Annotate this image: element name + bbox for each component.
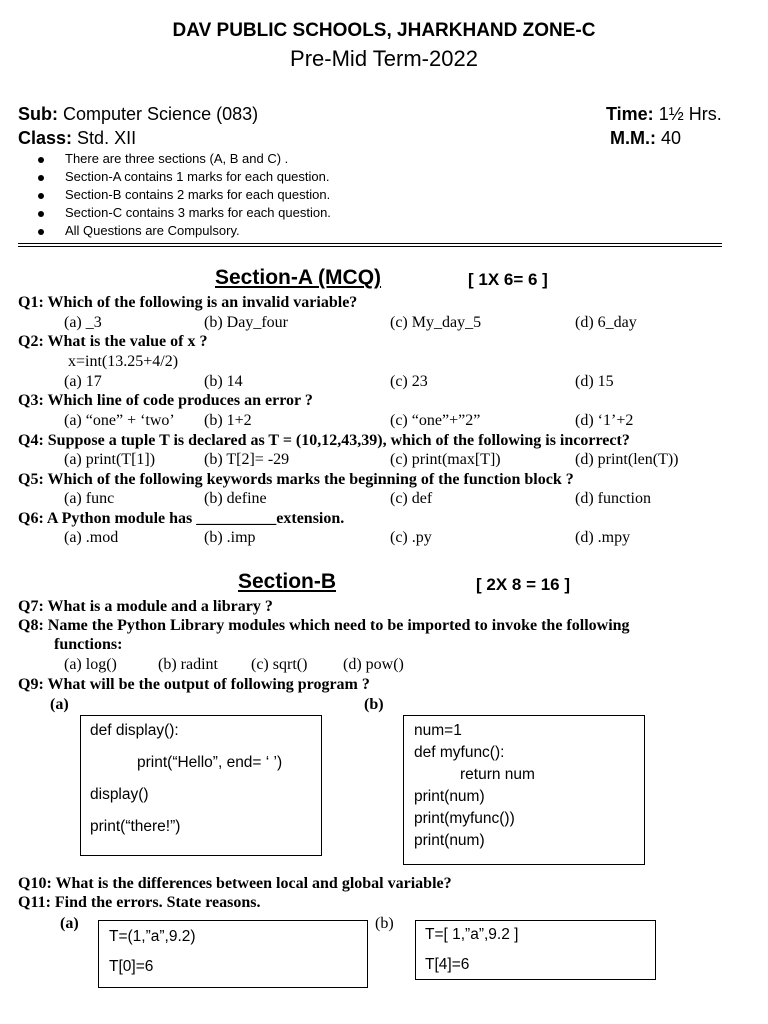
q4-option-a: (a) print(T[1]) — [64, 451, 156, 468]
time-line — [606, 104, 722, 125]
q2-code: x=int(13.25+4/2) — [68, 353, 179, 370]
code-line: print(“there!”) — [90, 818, 181, 835]
code-line: print(“Hello”, end= ‘ ’) — [137, 754, 283, 771]
subject-value: Computer Science (083) — [63, 104, 259, 124]
bullet-icon — [38, 211, 44, 217]
q4-option-d: (d) print(len(T)) — [575, 451, 679, 468]
q6-option-b: (b) .imp — [204, 529, 256, 546]
q4-option-c: (c) print(max[T]) — [390, 451, 501, 468]
question-9: Q9: What will be the output of following program ? — [18, 676, 370, 693]
question-6: Q6: A Python module has __________extension. — [18, 510, 345, 527]
bullet-icon — [38, 175, 44, 181]
header-divider — [18, 243, 722, 244]
q8-option-a: (a) log() — [64, 656, 117, 673]
q3-option-a: (a) “one” + ‘two’ — [64, 412, 175, 429]
q6-option-c: (c) .py — [390, 529, 432, 546]
code-line: T=[ 1,”a”,9.2 ] — [425, 926, 519, 943]
subject-line — [18, 104, 258, 125]
q5-option-a: (a) func — [64, 490, 115, 507]
class-line — [18, 128, 136, 149]
bullet-icon — [38, 229, 44, 235]
q5-option-b: (b) define — [204, 490, 267, 507]
question-10: Q10: What is the differences between local and global variable? — [18, 875, 452, 892]
school-name: DAV PUBLIC SCHOOLS, JHARKHAND ZONE-C — [172, 20, 596, 41]
question-8-continued: functions: — [54, 636, 123, 653]
time-value: 1½ Hrs. — [658, 104, 722, 124]
max-marks-line — [610, 128, 681, 149]
question-3: Q3: Which line of code produces an error ? — [18, 392, 313, 409]
time-label: Time: — [606, 104, 654, 124]
section-b-title: Section-B — [238, 570, 337, 593]
code-line: print(num) — [414, 788, 485, 805]
instruction-item: All Questions are Compulsory. — [65, 223, 240, 238]
bullet-icon — [38, 157, 44, 163]
bullet-icon — [38, 193, 44, 199]
q8-option-c: (c) sqrt() — [251, 656, 308, 673]
q2-option-b: (b) 14 — [204, 373, 243, 390]
question-1: Q1: Which of the following is an invalid variable? — [18, 294, 358, 311]
section-a-title: Section-A (MCQ) — [215, 266, 382, 289]
section-a-marks: [ 1X 6= 6 ] — [468, 270, 548, 289]
instruction-item: There are three sections (A, B and C) . — [65, 151, 289, 166]
q5-option-d: (d) function — [575, 490, 651, 507]
q2-option-a: (a) 17 — [64, 373, 102, 390]
code-line: display() — [90, 786, 149, 803]
q1-option-a: (a) _3 — [64, 314, 102, 331]
question-5: Q5: Which of the following keywords marks the beginning of the function block ? — [18, 471, 574, 488]
question-4: Q4: Suppose a tuple T is declared as T = (10,12,43,39), which of the following is incorrect? — [18, 432, 630, 449]
instruction-item: Section-A contains 1 marks for each question. — [65, 169, 330, 184]
header-divider — [18, 246, 722, 247]
q8-option-b: (b) radint — [158, 656, 218, 673]
code-line: return num — [460, 766, 535, 783]
question-11: Q11: Find the errors. State reasons. — [18, 894, 261, 911]
q3-option-d: (d) ‘1’+2 — [575, 412, 634, 429]
code-line: print(num) — [414, 832, 485, 849]
q5-option-c: (c) def — [390, 490, 433, 507]
question-2: Q2: What is the value of x ? — [18, 333, 208, 350]
q1-option-d: (d) 6_day — [575, 314, 637, 331]
code-line: def display(): — [90, 722, 179, 739]
section-b-marks: [ 2X 8 = 16 ] — [476, 575, 571, 594]
code-line: T[4]=6 — [425, 956, 470, 973]
q6-option-d: (d) .mpy — [575, 529, 631, 546]
class-label: Class: — [18, 128, 73, 148]
q3-option-c: (c) “one”+”2” — [390, 412, 481, 429]
q9-code-box-a — [80, 715, 322, 856]
subject-label: Sub: — [18, 104, 58, 124]
exam-title: Pre-Mid Term-2022 — [290, 46, 478, 71]
q3-option-b: (b) 1+2 — [204, 412, 252, 429]
instruction-item: Section-B contains 2 marks for each question. — [65, 187, 331, 202]
q11-label-a: (a) — [60, 915, 79, 932]
q8-option-d: (d) pow() — [343, 656, 404, 673]
q11-code-box-b — [415, 920, 656, 980]
q4-option-b: (b) T[2]= -29 — [204, 451, 290, 468]
max-marks-value: 40 — [661, 128, 682, 148]
code-line: T[0]=6 — [109, 958, 154, 975]
code-line: T=(1,”a”,9.2) — [109, 928, 196, 945]
code-line: print(myfunc()) — [414, 810, 515, 827]
question-8: Q8: Name the Python Library modules which need to be imported to invoke the following — [18, 617, 630, 634]
class-value: Std. XII — [77, 128, 137, 148]
q11-code-box-a — [98, 920, 368, 988]
q11-label-b: (b) — [375, 915, 394, 932]
q2-option-c: (c) 23 — [390, 373, 428, 390]
q6-option-a: (a) .mod — [64, 529, 119, 546]
instruction-item: Section-C contains 3 marks for each question. — [65, 205, 331, 220]
max-marks-label: M.M.: — [610, 128, 656, 148]
q9-label-b: (b) — [364, 696, 384, 713]
q2-option-d: (d) 15 — [575, 373, 614, 390]
q9-label-a: (a) — [50, 696, 69, 713]
q9-code-box-b — [403, 715, 645, 865]
q1-option-b: (b) Day_four — [204, 314, 288, 331]
code-line: def myfunc(): — [414, 744, 505, 761]
question-7: Q7: What is a module and a library ? — [18, 598, 273, 615]
code-line: num=1 — [414, 722, 462, 739]
q1-option-c: (c) My_day_5 — [390, 314, 482, 331]
